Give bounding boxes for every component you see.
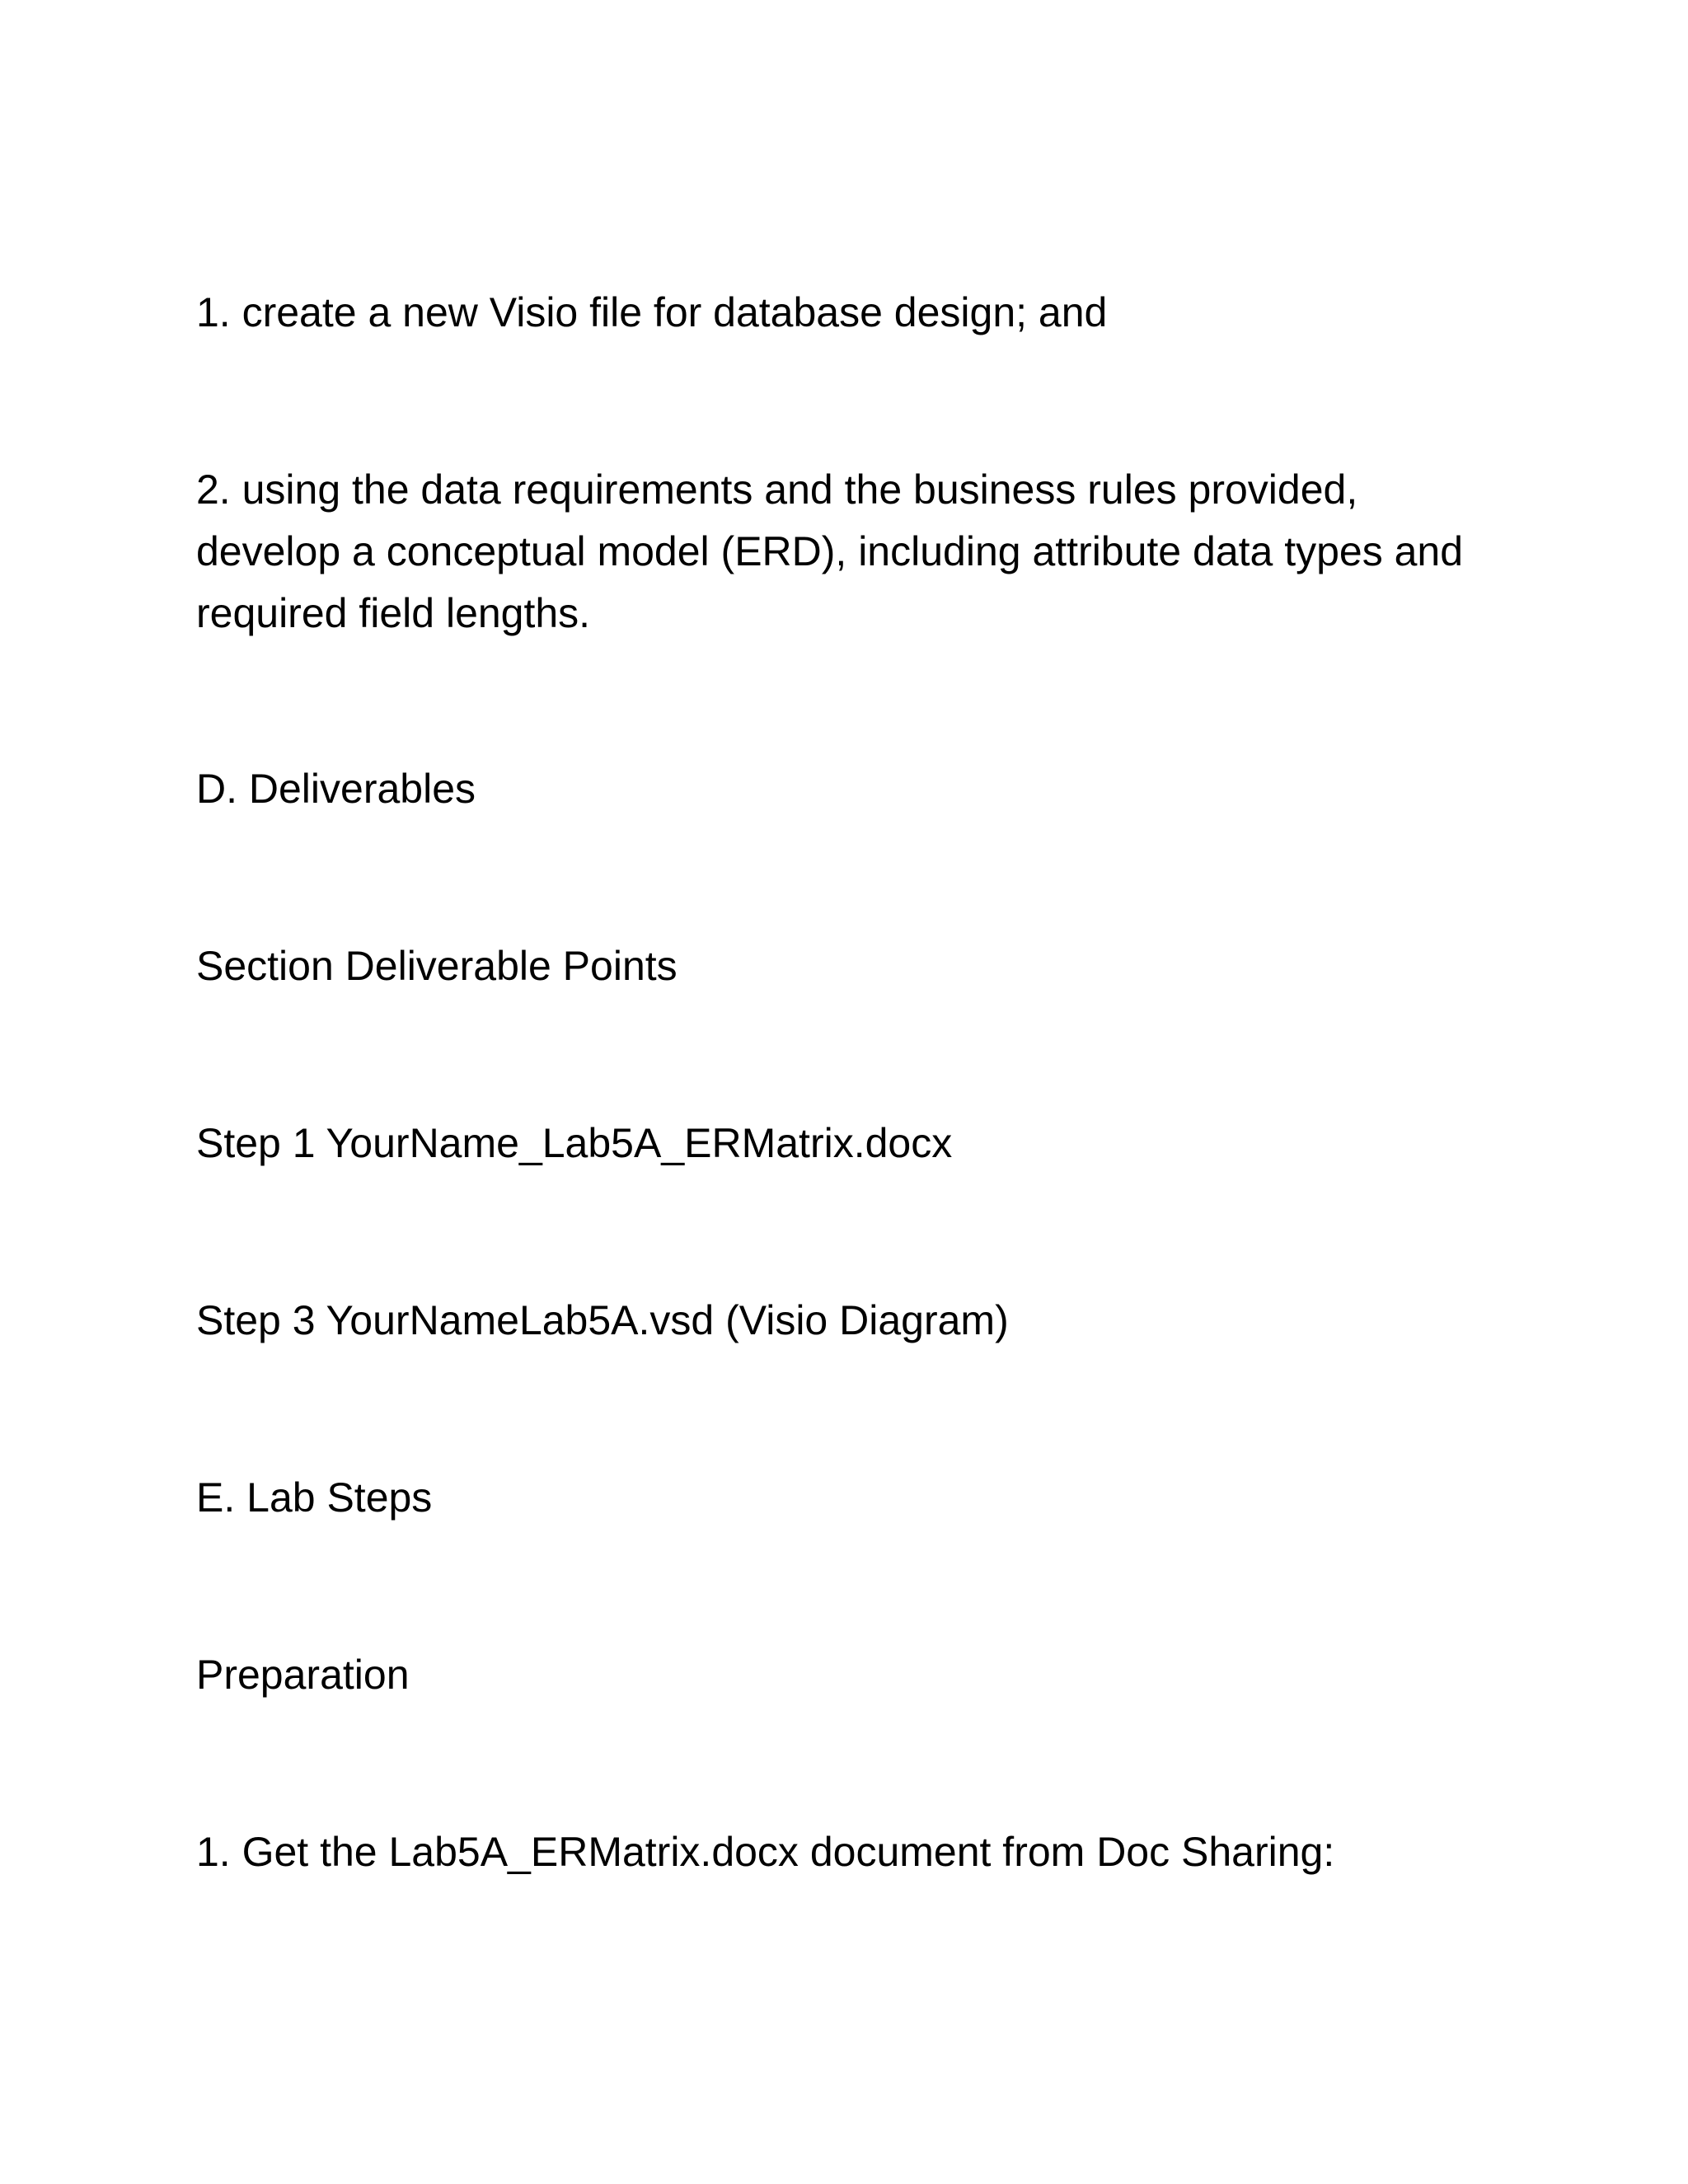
- preparation-step-1: [196, 1821, 1498, 1883]
- text-line: develop a conceptual model (ERD), including attribute data types and: [196, 528, 1464, 574]
- text-line: required field lengths.: [196, 590, 591, 636]
- text-line: D. Deliverables: [196, 766, 476, 812]
- text-line: Step 1 YourName_Lab5A_ERMatrix.docx: [196, 1120, 953, 1166]
- text-line: E. Lab Steps: [196, 1474, 433, 1521]
- section-heading-deliverables: [196, 758, 1498, 820]
- text-line: Section Deliverable Points: [196, 943, 678, 989]
- deliverables-table-header: [196, 935, 1498, 997]
- subheading-preparation: [196, 1644, 1498, 1706]
- section-heading-lab-steps: [196, 1467, 1498, 1529]
- deliverable-step-3: [196, 1290, 1498, 1352]
- step-1-create-visio-file: [196, 282, 1498, 344]
- text-line: 1. Get the Lab5A_ERMatrix.docx document from Doc Sharing:: [196, 1829, 1335, 1875]
- text-line: 1. create a new Visio file for database design; and: [196, 289, 1108, 335]
- text-line: Step 3 YourNameLab5A.vsd (Visio Diagram): [196, 1297, 1009, 1343]
- text-line: Preparation: [196, 1652, 410, 1698]
- step-2-develop-conceptual-model: [196, 459, 1498, 644]
- deliverable-step-1: [196, 1113, 1498, 1174]
- text-line: 2. using the data requirements and the business rules provided,: [196, 466, 1358, 513]
